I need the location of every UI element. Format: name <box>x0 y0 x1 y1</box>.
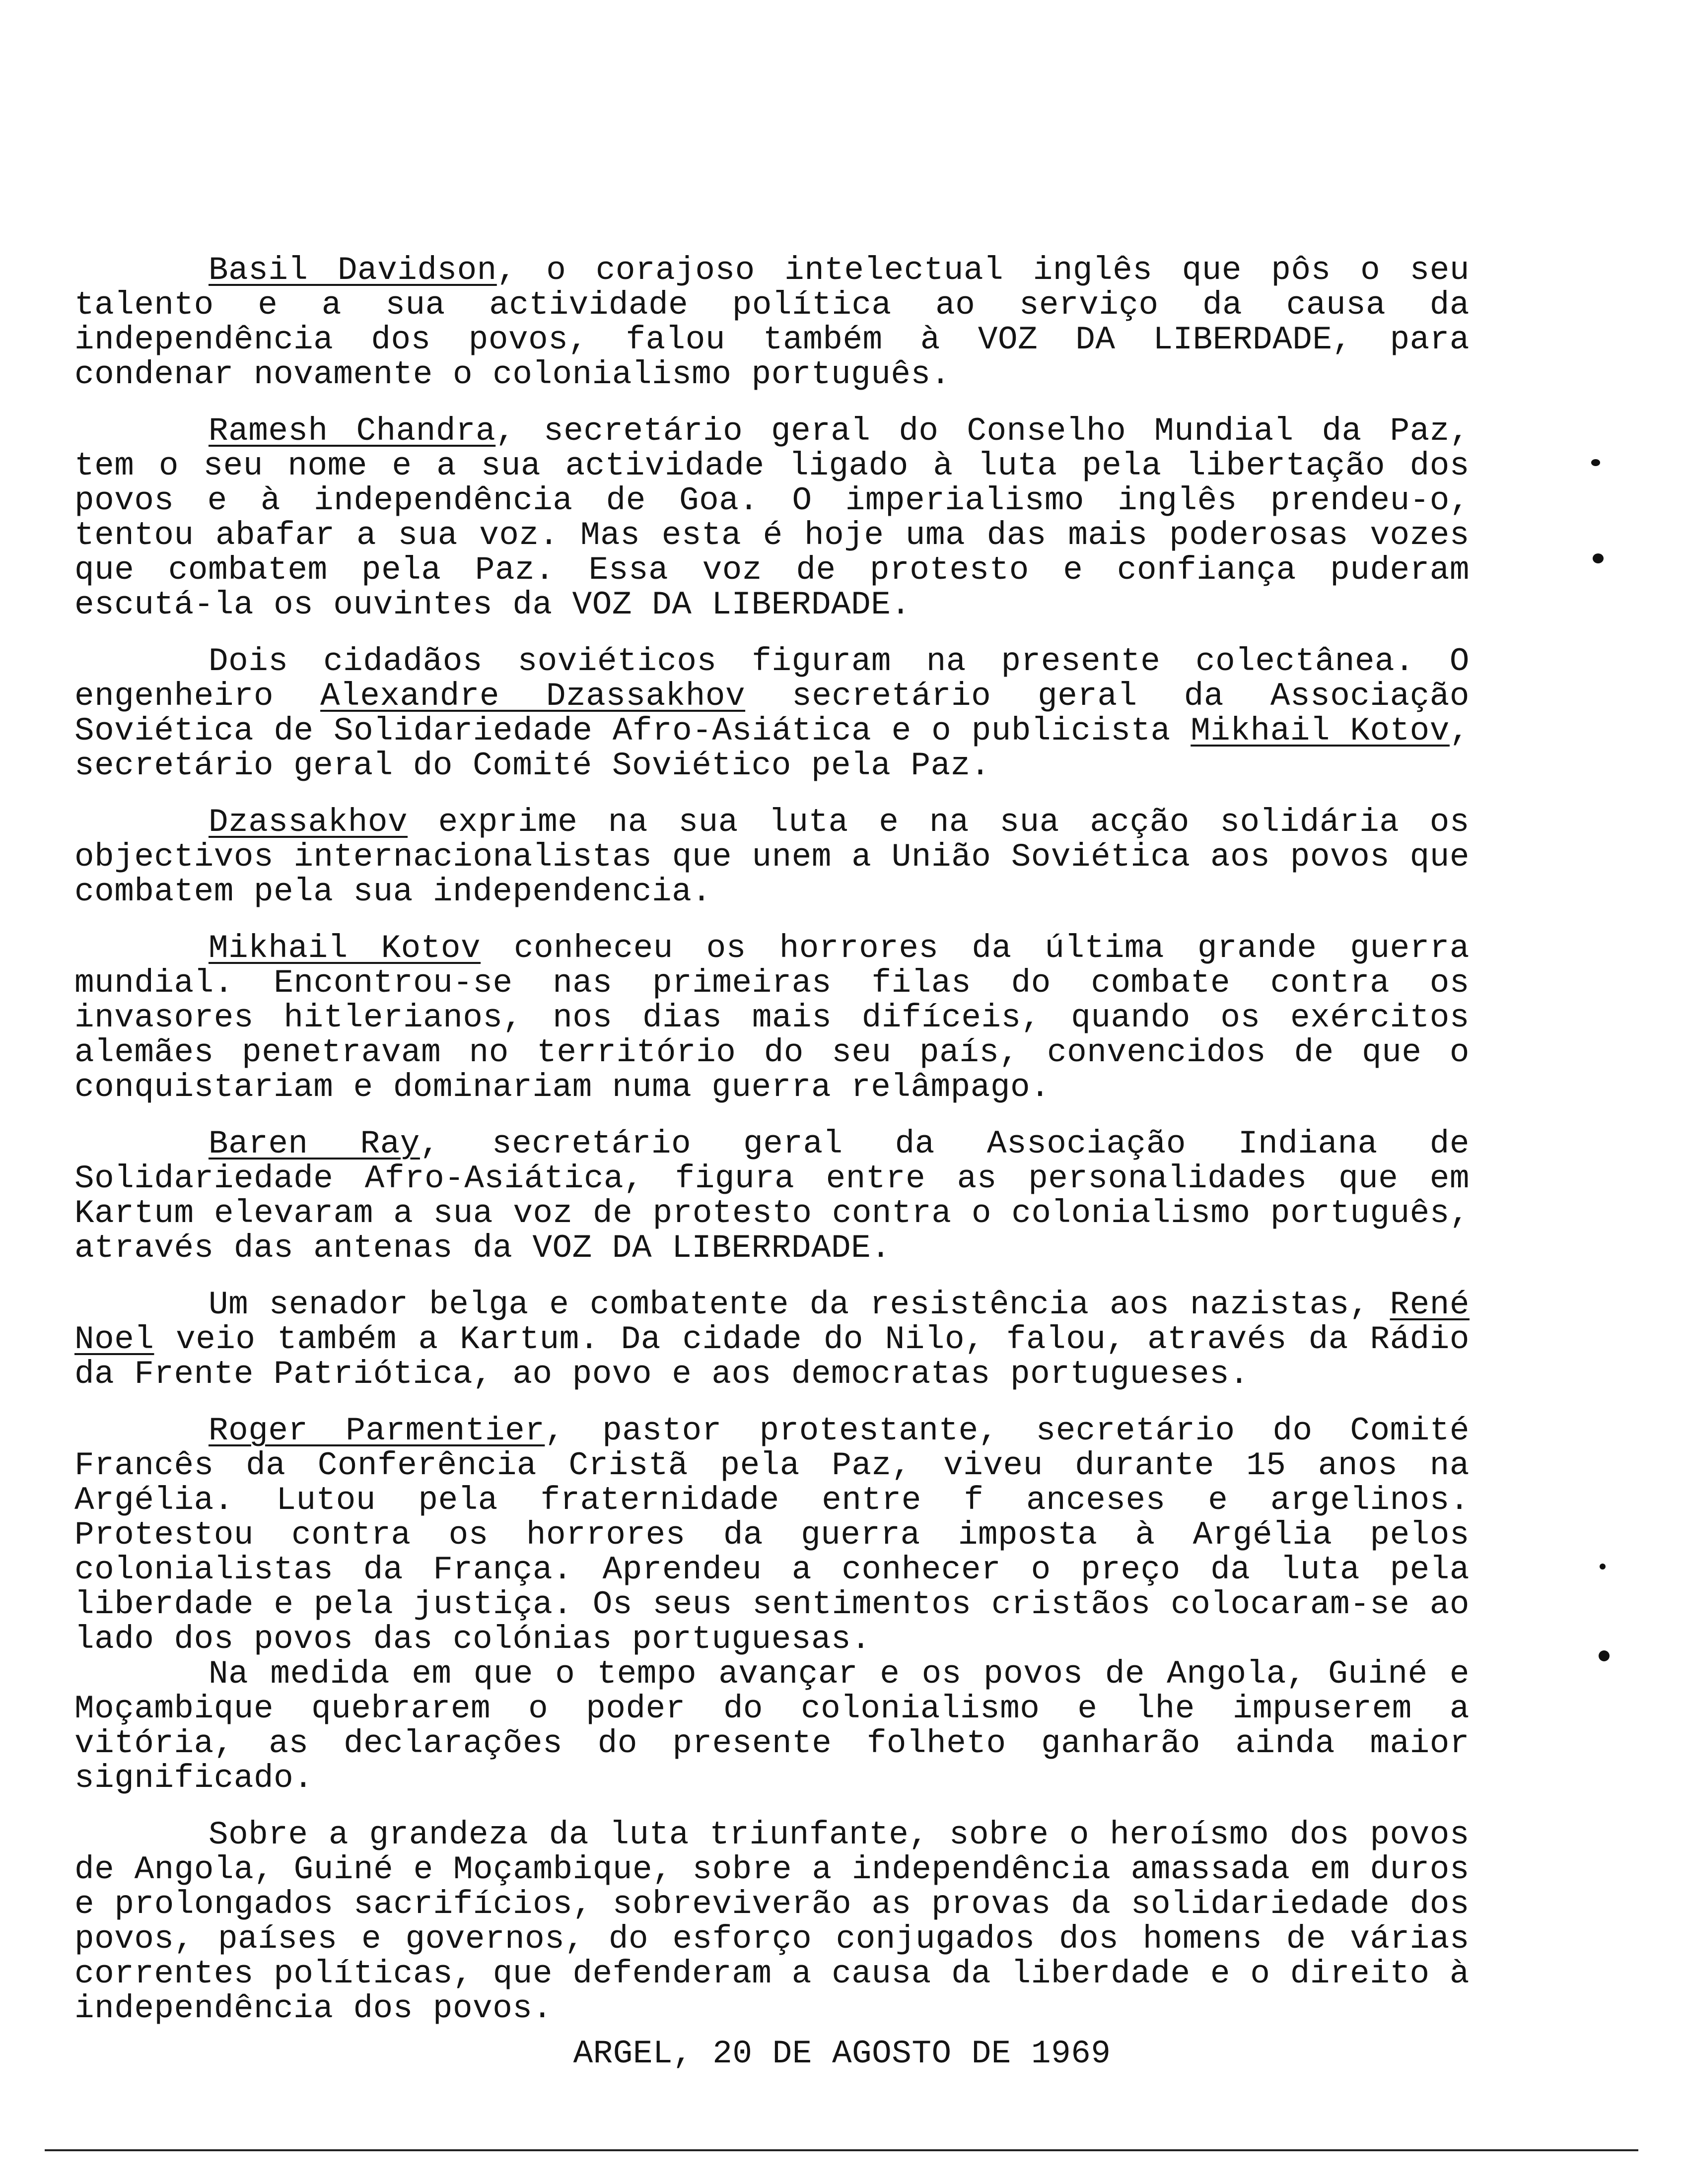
person-name: Alexandre Dzassakhov <box>320 678 746 715</box>
person-name: René Noel <box>74 1286 1470 1358</box>
paragraph-roger-parmentier: Roger Parmentier, pastor protestante, secretário do Comité Francês da Conferência Cristã pela Paz, viveu durante 15 anos na Argélia. Lutou pela fraternidade entre f anceses e argelinos. Protestou contra os horrores da guerra imposta à Argélia pelos colonialistas da França. Aprendeu a conhecer o preço da luta pela liberdade e pela justiça. Os seus sentimentos cristãos colocaram-se ao lado dos povos das colónias portuguesas. <box>74 1412 1470 1658</box>
paragraph-mikhail-kotov: Mikhail Kotov conheceu os horrores da última grande guerra mundial. Encontrou-se nas primeiras filas do combate contra os invasores hitlerianos, nos dias mais difíceis, quando os exércitos alemães penetravam no território do seu país, convencidos de que o conquistariam e dominariam numa guerra relâmpago. <box>74 930 1470 1106</box>
footer-rule <box>45 2149 1638 2151</box>
person-name: Mikhail Kotov <box>1191 712 1450 750</box>
paragraph-rene-noel: Um senador belga e combatente da resistência aos nazistas, René Noel veio também a Kartum. Da cidade do Nilo, falou, através da Rádio da Frente Patriótica, ao povo e aos democratas portugueses. <box>74 1286 1470 1393</box>
person-name: Mikhail Kotov <box>209 930 481 967</box>
margin-speck <box>1591 459 1600 466</box>
margin-speck <box>1593 553 1604 563</box>
paragraph-ramesh-chandra: Ramesh Chandra, secretário geral do Conselho Mundial da Paz, tem o seu nome e a sua actividade ligado à luta pela libertação dos povos e à independência de Goa. O imperialismo inglês prendeu-o, tentou abafar a sua voz. Mas esta é hoje uma das mais poderosas vozes que combatem pela Paz. Essa voz de protesto e confiança puderam escutá-la os ouvintes da VOZ DA LIBERDADE. <box>74 412 1470 623</box>
paragraph-soviet-citizens: Dois cidadãos soviéticos figuram na presente colectânea. O engenheiro Alexandre Dzassakhov secretário geral da Associação Soviética de Solidariedade Afro-Asiática e o publicista Mikhail Kotov, secretário geral do Comité Soviético pela Paz. <box>74 643 1470 784</box>
margin-speck <box>1599 1650 1610 1661</box>
person-name: Baren Ray <box>209 1125 420 1162</box>
paragraph-closing: Sobre a grandeza da luta triunfante, sobre o heroísmo dos povos de Angola, Guiné e Moçambique, sobre a independência amassada em duros e prolongados sacrifícios, sobreviverão as provas da solidariedade dos povos, países e governos, do esforço conjugados dos homens de várias correntes políticas, que defenderam a causa da liberdade e o direito à independência dos povos. <box>74 1816 1470 2027</box>
person-name: Ramesh Chandra <box>209 412 496 450</box>
body-text <box>74 253 1470 2048</box>
person-name: Basil Davidson <box>209 252 497 289</box>
margin-speck <box>1600 1564 1606 1570</box>
person-name: Roger Parmentier <box>209 1412 545 1449</box>
paragraph-baren-ray: Baren Ray, secretário geral da Associação Indiana de Solidariedade Afro-Asiática, figura entre as personalidades que em Kartum elevaram a sua voz de protesto contra o colonialismo português, através das antenas da VOZ DA LIBERRDADE. <box>74 1125 1470 1267</box>
paragraph-dzassakhov: Dzassakhov exprime na sua luta e na sua acção solidária os objectivos internacionalistas que unem a União Soviética aos povos que combatem pela sua independencia. <box>74 804 1470 910</box>
dateline: ARGEL, 20 DE AGOSTO DE 1969 <box>573 2035 1111 2072</box>
paragraph-angola-guine-mocambique: Na medida em que o tempo avançar e os povos de Angola, Guiné e Moçambique quebrarem o poder do colonialismo e lhe impuserem a vitória, as declarações do presente folheto ganharão ainda maior significado. <box>74 1655 1470 1797</box>
paragraph-basil-davidson: Basil Davidson, o corajoso intelectual inglês que pôs o seu talento e a sua actividade política ao serviço da causa da independência dos povos, falou também à VOZ DA LIBERDADE, para condenar novamente o colonialismo português. <box>74 252 1470 393</box>
person-name: Dzassakhov <box>209 804 408 841</box>
